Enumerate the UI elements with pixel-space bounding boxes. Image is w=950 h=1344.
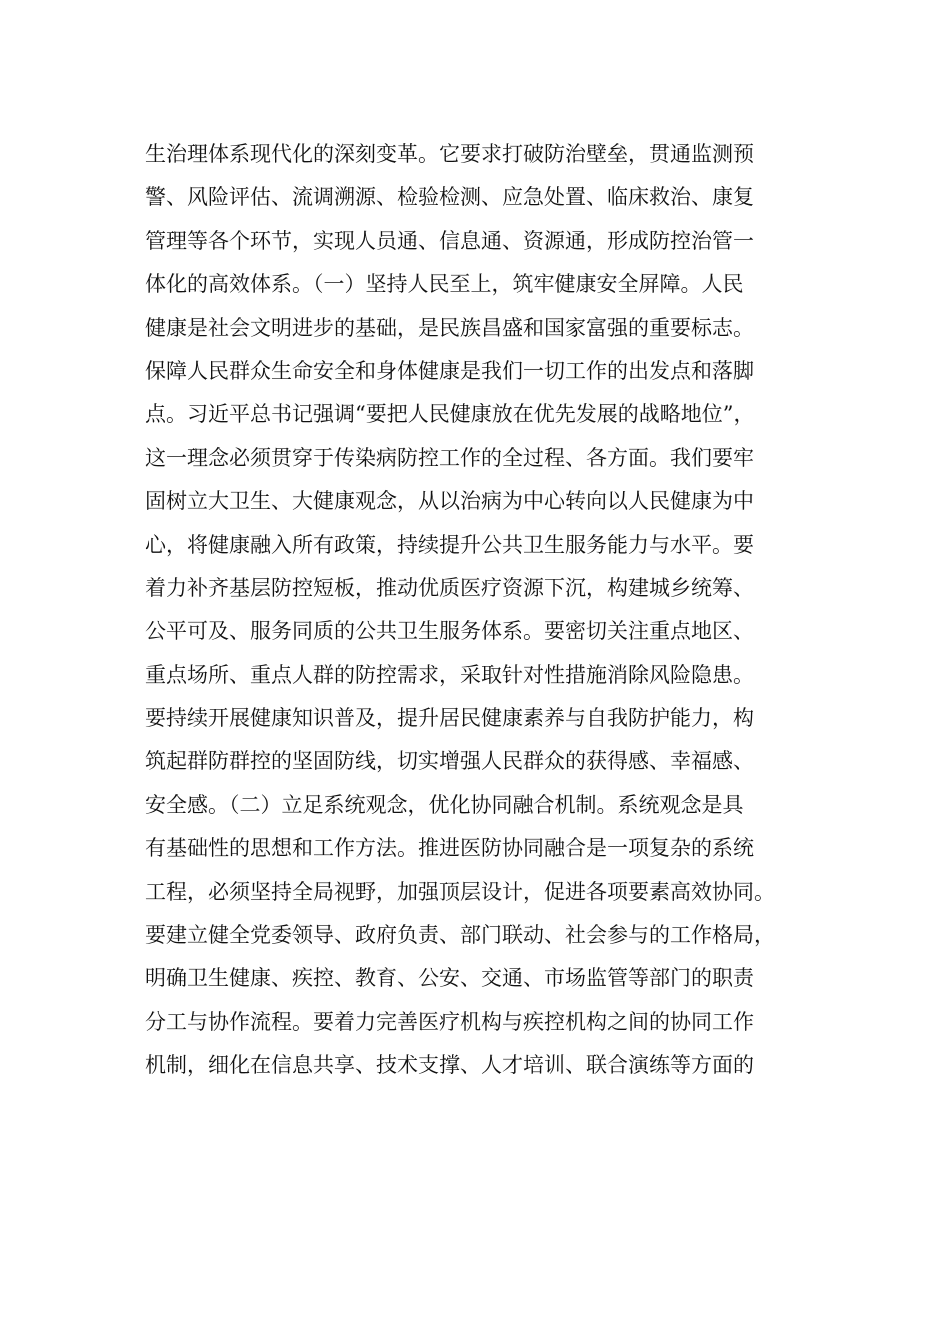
text-line: 有基础性的思想和工作方法。推进医防协同融合是一项复杂的系统 xyxy=(145,836,754,861)
text-line: 体化的高效体系。（一）坚持人民至上，筑牢健康安全屏障。人民 xyxy=(145,272,744,297)
text-line: 筑起群防群控的坚固防线，切实增强人民群众的获得感、幸福感、 xyxy=(145,749,754,774)
text-line: 心，将健康融入所有政策，持续提升公共卫生服务能力与水平。要 xyxy=(145,532,754,557)
text-line: 这一理念必须贯穿于传染病防控工作的全过程、各方面。我们要牢 xyxy=(145,445,754,470)
text-line: 明确卫生健康、疾控、教育、公安、交通、市场监管等部门的职责 xyxy=(145,966,754,991)
text-line: 着力补齐基层防控短板，推动优质医疗资源下沉，构建城乡统筹、 xyxy=(145,575,754,600)
text-line: 重点场所、重点人群的防控需求，采取针对性措施消除风险隐患。 xyxy=(145,662,754,687)
text-line: 警、风险评估、流调溯源、检验检测、应急处置、临床救治、康复 xyxy=(145,185,754,210)
text-line: 安全感。（二）立足系统观念，优化协同融合机制。系统观念是具 xyxy=(145,792,744,817)
text-line: 保障人民群众生命安全和身体健康是我们一切工作的出发点和落脚 xyxy=(145,358,754,383)
text-line: 点。习近平总书记强调“要把人民健康放在优先发展的战略地位”， xyxy=(145,402,755,427)
text-line: 要建立健全党委领导、政府负责、部门联动、社会参与的工作格局， xyxy=(145,923,775,948)
body-text xyxy=(145,133,835,1088)
text-line: 公平可及、服务同质的公共卫生服务体系。要密切关注重点地区、 xyxy=(145,619,754,644)
text-line: 健康是社会文明进步的基础，是民族昌盛和国家富强的重要标志。 xyxy=(145,315,754,340)
text-line: 要持续开展健康知识普及，提升居民健康素养与自我防护能力，构 xyxy=(145,706,754,731)
text-line: 管理等各个环节，实现人员通、信息通、资源通，形成防控治管一 xyxy=(145,228,754,253)
text-line: 分工与协作流程。要着力完善医疗机构与疾控机构之间的协同工作 xyxy=(145,1009,754,1034)
text-line: 生治理体系现代化的深刻变革。它要求打破防治壁垒，贯通监测预 xyxy=(145,142,754,166)
text-line: 工程，必须坚持全局视野，加强顶层设计，促进各项要素高效协同。 xyxy=(145,879,775,904)
text-line: 机制，细化在信息共享、技术支撑、人才培训、联合演练等方面的 xyxy=(145,1053,754,1078)
text-line: 固树立大卫生、大健康观念，从以治病为中心转向以人民健康为中 xyxy=(145,489,754,514)
